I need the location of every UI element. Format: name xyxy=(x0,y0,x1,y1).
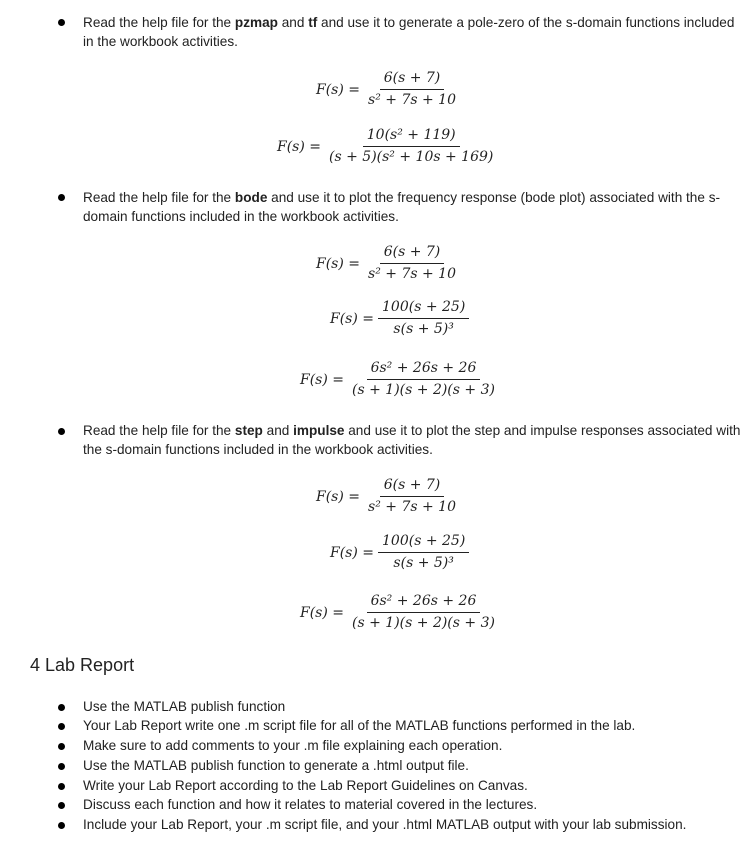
text-segment: and use it to plot the step and impulse responses associated with the s-domain functions included in the workbook activities. xyxy=(83,423,741,457)
bullet-dot xyxy=(58,822,65,829)
denominator: (s + 1)(s + 2)(s + 3) xyxy=(352,382,495,398)
fraction xyxy=(378,533,469,572)
bullet-dot xyxy=(58,802,65,809)
numerator: 6(s + 7) xyxy=(380,244,445,264)
report-item: Use the MATLAB publish function to generate a .html output file. xyxy=(83,758,469,773)
equation-8 xyxy=(300,593,499,632)
equation-lhs: F(s) = xyxy=(330,310,375,327)
text-segment: and xyxy=(262,423,294,438)
denominator: s(s + 5)³ xyxy=(393,555,454,571)
keyword-pzmap: pzmap xyxy=(234,15,278,30)
fraction xyxy=(378,299,469,338)
report-item: Use the MATLAB publish function xyxy=(83,699,286,714)
numerator: 6s² + 26s + 26 xyxy=(367,593,481,613)
numerator: 6(s + 7) xyxy=(380,477,445,497)
text-segment: Read the help file for the xyxy=(83,190,235,205)
fraction xyxy=(364,244,460,283)
bullet-dot xyxy=(58,428,65,435)
equation-4 xyxy=(330,299,469,338)
equation-lhs: F(s) = xyxy=(330,544,375,561)
equation-lhs: F(s) = xyxy=(300,604,345,621)
numerator: 10(s² + 119) xyxy=(363,127,460,147)
bullet-dot xyxy=(58,194,65,201)
fraction xyxy=(364,70,460,109)
fraction xyxy=(364,477,460,516)
instruction-step-impulse xyxy=(83,421,743,459)
fraction xyxy=(348,360,499,399)
denominator: s(s + 5)³ xyxy=(393,321,454,337)
text-segment: Read the help file for the xyxy=(83,423,235,438)
denominator: (s + 1)(s + 2)(s + 3) xyxy=(352,615,495,631)
keyword-step: step xyxy=(234,423,263,438)
instruction-pzmap xyxy=(83,13,743,51)
report-item: Your Lab Report write one .m script file for all of the MATLAB functions performed in the lab. xyxy=(83,718,636,733)
bullet-dot xyxy=(58,704,65,711)
instruction-bode xyxy=(83,188,743,226)
equation-lhs: F(s) = xyxy=(277,138,322,155)
keyword-bode: bode xyxy=(234,190,268,205)
bullet-dot xyxy=(58,19,65,26)
equation-2 xyxy=(277,127,497,166)
equation-6 xyxy=(316,477,460,516)
text-segment: Read the help file for the xyxy=(83,15,235,30)
bullet-dot xyxy=(58,783,65,790)
keyword-impulse: impulse xyxy=(293,423,345,438)
fraction xyxy=(348,593,499,632)
equation-lhs: F(s) = xyxy=(316,255,361,272)
report-item: Make sure to add comments to your .m file explaining each operation. xyxy=(83,738,503,753)
section-heading: 4 Lab Report xyxy=(30,655,135,675)
equation-lhs: F(s) = xyxy=(316,488,361,505)
denominator: s² + 7s + 10 xyxy=(368,266,456,282)
numerator: 6(s + 7) xyxy=(380,70,445,90)
equation-lhs: F(s) = xyxy=(316,81,361,98)
numerator: 100(s + 25) xyxy=(378,299,469,319)
bullet-dot xyxy=(58,743,65,750)
equation-5 xyxy=(300,360,499,399)
text-segment: and use it to generate a pole-zero of the s-domain functions included in the workbook activities. xyxy=(83,15,735,49)
bullet-dot xyxy=(58,723,65,730)
text-segment: and use it to plot the frequency response (bode plot) associated with the s-domain functions included in the workbook activities. xyxy=(83,190,721,224)
equation-lhs: F(s) = xyxy=(300,371,345,388)
bullet-dot xyxy=(58,763,65,770)
numerator: 100(s + 25) xyxy=(378,533,469,553)
fraction xyxy=(325,127,497,166)
equation-7 xyxy=(330,533,469,572)
equation-3 xyxy=(316,244,460,283)
denominator: (s + 5)(s² + 10s + 169) xyxy=(329,149,494,165)
report-item: Include your Lab Report, your .m script file, and your .html MATLAB output with your lab submission. xyxy=(83,817,687,832)
numerator: 6s² + 26s + 26 xyxy=(367,360,481,380)
equation-1 xyxy=(316,70,460,109)
denominator: s² + 7s + 10 xyxy=(368,499,456,515)
text-segment: and xyxy=(277,15,309,30)
denominator: s² + 7s + 10 xyxy=(368,92,456,108)
report-item: Discuss each function and how it relates to material covered in the lectures. xyxy=(83,797,538,812)
keyword-tf: tf xyxy=(308,15,318,30)
report-item: Write your Lab Report according to the Lab Report Guidelines on Canvas. xyxy=(83,778,528,793)
